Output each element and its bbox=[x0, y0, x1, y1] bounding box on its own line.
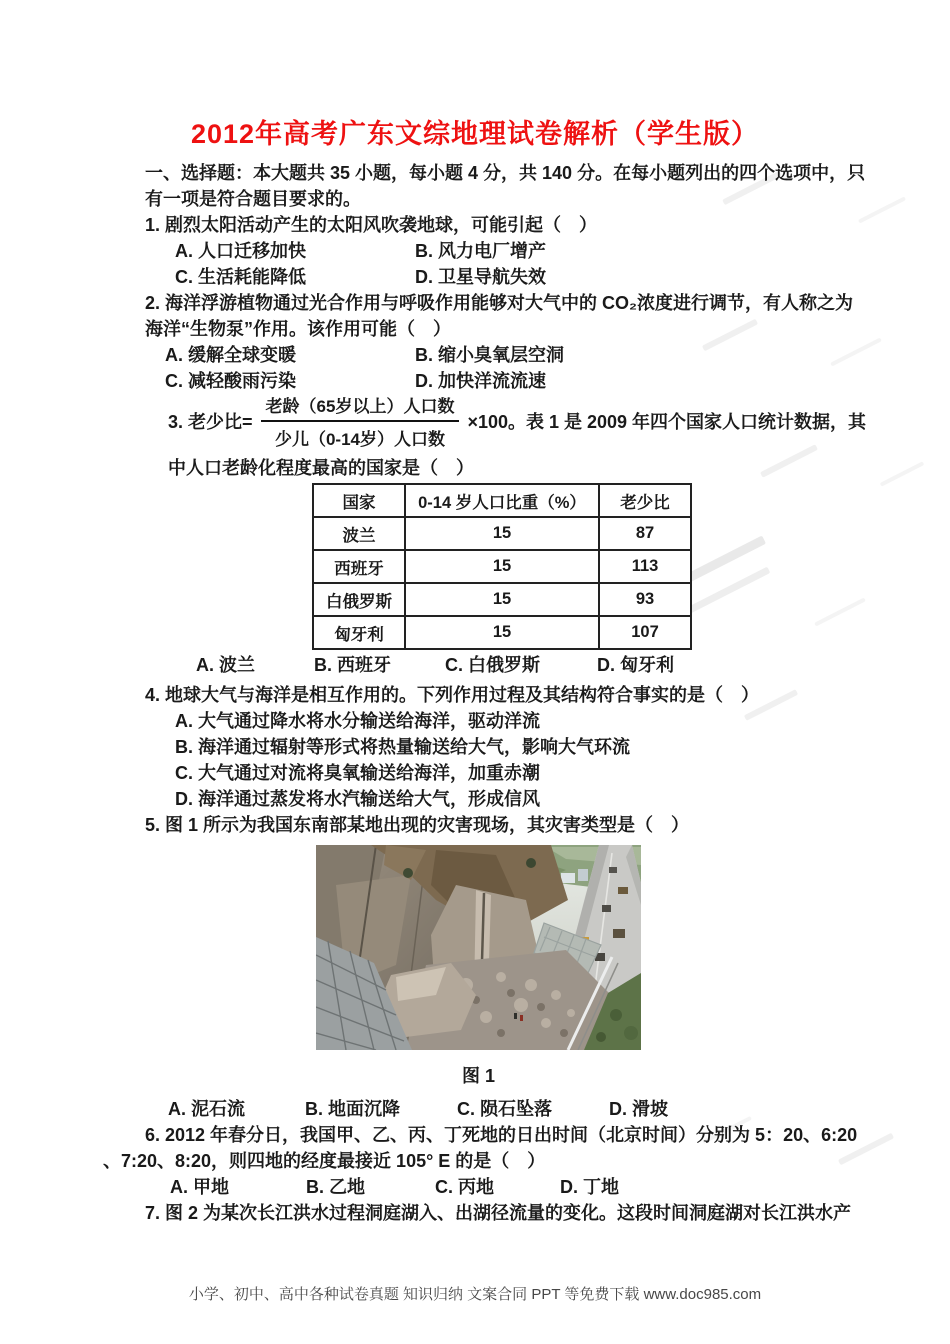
cell-ratio: 87 bbox=[599, 517, 691, 550]
option-4a: A. 大气通过降水将水分输送给海洋，驱动洋流 bbox=[175, 711, 540, 731]
question-6-stem-line1: 6. 2012 年春分日，我国甲、乙、丙、丁死地的日出时间（北京时间）分别为 5：20、6:20 bbox=[145, 1125, 858, 1145]
cell-ratio: 107 bbox=[599, 616, 691, 649]
question-7-stem: 7. 图 2 为某次长江洪水过程洞庭湖入、出湖径流量的变化。这段时间洞庭湖对长江洪水产 bbox=[145, 1203, 852, 1223]
fraction-denominator: 少儿（0-14岁）人口数 bbox=[274, 430, 445, 449]
table-row bbox=[313, 583, 691, 616]
option-4b: B. 海洋通过辐射等形式将热量输送给大气，影响大气环流 bbox=[175, 737, 630, 757]
cell-country: 波兰 bbox=[313, 517, 405, 550]
option-2b: B. 缩小臭氧层空洞 bbox=[415, 345, 565, 365]
option-6a: A. 甲地 bbox=[170, 1177, 230, 1197]
option-4c: C. 大气通过对流将臭氧输送给海洋，加重赤潮 bbox=[175, 763, 540, 783]
question-6-options-row bbox=[170, 1174, 619, 1200]
question-5-stem: 5. 图 1 所示为我国东南部某地出现的灾害现场，其灾害类型是（ ） bbox=[145, 815, 690, 835]
table-header-youth-share: 0-14 岁人口比重（%） bbox=[405, 484, 599, 517]
option-2a: A. 缓解全球变暖 bbox=[165, 345, 297, 365]
watermark bbox=[830, 338, 882, 367]
question-3-prefix: 3. 老少比= bbox=[168, 412, 253, 432]
option-5c: C. 陨石坠落 bbox=[457, 1099, 553, 1119]
question-5-options-row bbox=[168, 1096, 668, 1122]
watermark bbox=[702, 319, 758, 352]
section-intro-line1: 一、选择题：本大题共 35 小题，每小题 4 分，共 140 分。在每小题列出的四个选项中，只 bbox=[145, 163, 866, 183]
watermark bbox=[880, 461, 925, 486]
table-header-country: 国家 bbox=[313, 484, 405, 517]
option-1a: A. 人口迁移加快 bbox=[175, 241, 307, 261]
option-6d: D. 丁地 bbox=[560, 1177, 620, 1197]
watermark bbox=[814, 598, 866, 627]
option-5d: D. 滑坡 bbox=[609, 1099, 669, 1119]
option-3a: A. 波兰 bbox=[196, 655, 256, 675]
question-3-suffix: ×100。表 1 是 2009 年四个国家人口统计数据，其 bbox=[467, 412, 867, 432]
option-2c: C. 减轻酸雨污染 bbox=[165, 371, 297, 391]
question-6-stem-line2: 、7:20、8:20，则四地的经度最接近 105° E 的是（ ） bbox=[103, 1151, 546, 1171]
cell-ratio: 113 bbox=[599, 550, 691, 583]
question-3-formula bbox=[168, 392, 866, 450]
option-3b: B. 西班牙 bbox=[314, 655, 392, 675]
option-4d: D. 海洋通过蒸发将水汽输送给大气，形成信风 bbox=[175, 789, 540, 809]
option-3c: C. 白俄罗斯 bbox=[445, 655, 541, 675]
cell-youth-share: 15 bbox=[405, 583, 599, 616]
option-5b: B. 地面沉降 bbox=[305, 1099, 401, 1119]
question-4-stem: 4. 地球大气与海洋是相互作用的。下列作用过程及其结构符合事实的是（ ） bbox=[145, 685, 760, 705]
option-1c: C. 生活耗能降低 bbox=[175, 267, 307, 287]
cell-youth-share: 15 bbox=[405, 550, 599, 583]
question-1-stem: 1. 剧烈太阳活动产生的太阳风吹袭地球，可能引起（ ） bbox=[145, 215, 598, 235]
table-row bbox=[313, 550, 691, 583]
question-2-options-row2 bbox=[165, 368, 546, 394]
table-header-row bbox=[313, 484, 691, 517]
cell-youth-share: 15 bbox=[405, 517, 599, 550]
section-intro-line2: 有一项是符合题目要求的。 bbox=[145, 189, 361, 209]
cell-country: 匈牙利 bbox=[313, 616, 405, 649]
cell-ratio: 93 bbox=[599, 583, 691, 616]
cell-youth-share: 15 bbox=[405, 616, 599, 649]
figure1-caption: 图 1 bbox=[461, 1066, 495, 1086]
watermark bbox=[858, 196, 906, 223]
page-footer: 小学、初中、高中各种试卷真题 知识归纳 文案合同 PPT 等免费下载 www.doc985.com bbox=[188, 1286, 762, 1303]
table-row bbox=[313, 616, 691, 649]
cell-country: 白俄罗斯 bbox=[313, 583, 405, 616]
option-6c: C. 丙地 bbox=[435, 1177, 495, 1197]
cell-country: 西班牙 bbox=[313, 550, 405, 583]
table-1 bbox=[312, 483, 692, 650]
page-title: 2012年高考广东文综地理试卷解析（学生版） bbox=[190, 119, 760, 149]
figure1-photo bbox=[316, 845, 641, 1050]
fraction-numerator: 老龄（65岁以上）人口数 bbox=[261, 392, 460, 422]
option-2d: D. 加快洋流流速 bbox=[415, 371, 547, 391]
question-1-options-row2 bbox=[175, 264, 546, 290]
question-2-options-row1 bbox=[165, 342, 564, 368]
fraction bbox=[261, 392, 460, 450]
option-3d: D. 匈牙利 bbox=[597, 655, 675, 675]
question-3-options-row bbox=[196, 652, 674, 678]
option-5a: A. 泥石流 bbox=[168, 1099, 246, 1119]
option-1d: D. 卫星导航失效 bbox=[415, 267, 547, 287]
option-6b: B. 乙地 bbox=[306, 1177, 366, 1197]
option-1b: B. 风力电厂增产 bbox=[415, 241, 547, 261]
question-3-stem-line2: 中人口老龄化程度最高的国家是（ ） bbox=[168, 458, 474, 478]
question-2-stem-line2: 海洋“生物泵”作用。该作用可能（ ） bbox=[145, 319, 451, 339]
table-row bbox=[313, 517, 691, 550]
question-1-options-row1 bbox=[175, 238, 546, 264]
question-2-stem-line1: 2. 海洋浮游植物通过光合作用与呼吸作用能够对大气中的 CO₂浓度进行调节，有人称之为 bbox=[145, 293, 854, 313]
table-header-ratio: 老少比 bbox=[599, 484, 691, 517]
